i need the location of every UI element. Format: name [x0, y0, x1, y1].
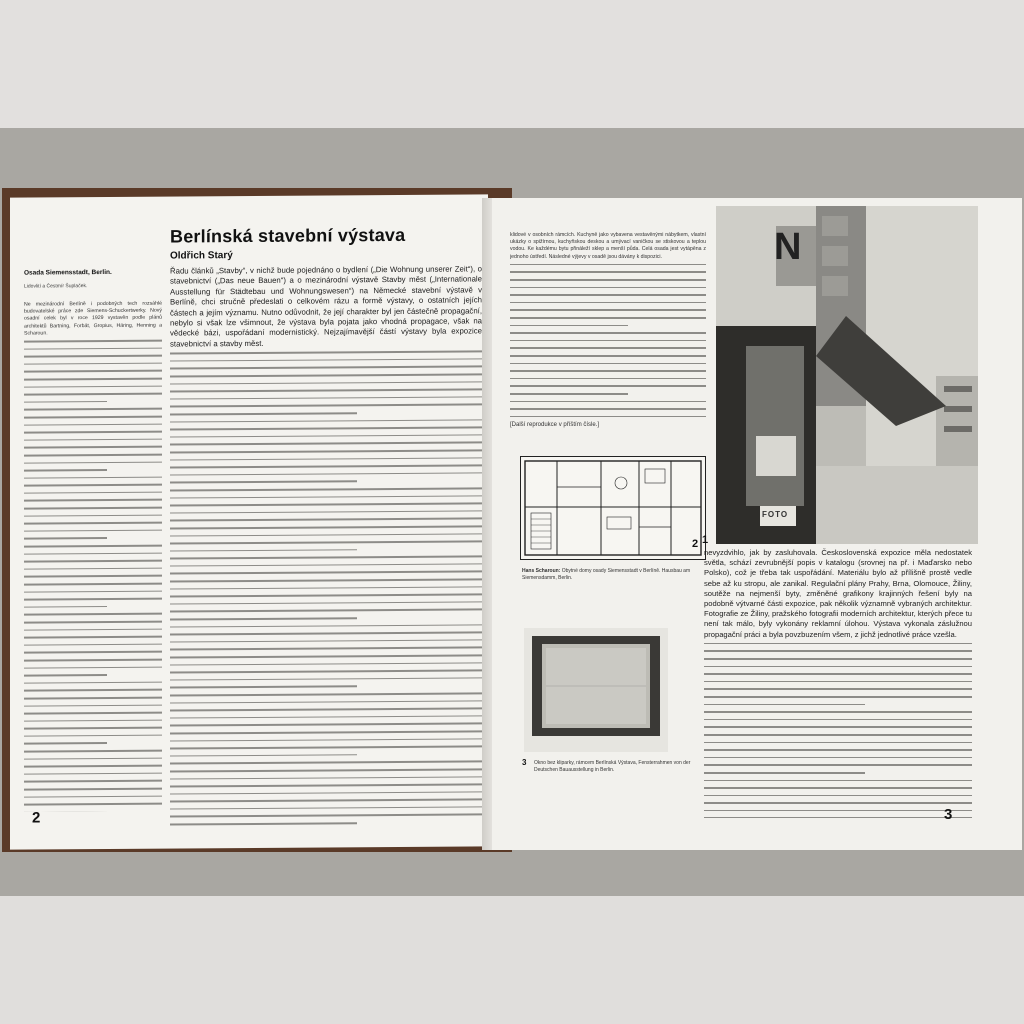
text-line: [24, 545, 162, 548]
photo-shopfront: [716, 206, 978, 544]
text-line: [170, 791, 482, 795]
text-line: [510, 317, 706, 319]
text-line: [24, 750, 162, 753]
text-line: [24, 522, 162, 525]
text-line: [704, 795, 972, 797]
text-line: [24, 734, 162, 737]
text-line: [24, 560, 162, 563]
figure-label-1: 1: [702, 534, 709, 546]
text-line: [170, 434, 482, 438]
text-line: [510, 355, 706, 357]
text-line: [704, 802, 972, 804]
text-line: [24, 712, 162, 715]
text-line: [24, 719, 162, 722]
text-line: [170, 609, 482, 613]
figure-label-3: 3: [522, 758, 527, 767]
text-line: [704, 772, 865, 774]
text-line: [170, 427, 482, 431]
text-line: [170, 563, 482, 567]
page-number-left: 2: [32, 809, 41, 827]
text-line: [24, 491, 162, 494]
text-line: [170, 647, 482, 651]
text-line: [24, 575, 162, 578]
text-line: [24, 697, 162, 700]
text-line: [704, 810, 972, 812]
text-line: [170, 472, 482, 476]
text-line: [170, 686, 357, 689]
text-line: [170, 814, 482, 818]
text-line: [510, 340, 706, 342]
text-line: [24, 704, 162, 707]
text-line: [24, 567, 162, 570]
text-line: [24, 772, 162, 775]
text-line: [24, 393, 162, 396]
left-page: [10, 194, 488, 849]
text-line: [24, 370, 162, 373]
text-line: [510, 325, 628, 327]
text-line: [24, 484, 162, 487]
page-number-right: 3: [944, 806, 953, 823]
text-line: [704, 787, 972, 789]
text-line: [704, 658, 972, 660]
text-line: [24, 590, 162, 593]
text-line: [170, 518, 482, 522]
text-line: [510, 363, 706, 365]
text-line: [24, 651, 162, 654]
text-line: [170, 358, 482, 362]
text-line: [170, 776, 482, 780]
text-line: [170, 449, 482, 453]
text-line: [170, 502, 482, 506]
text-line: [24, 757, 162, 760]
text-line: [704, 719, 972, 721]
main-column-text: Řadu článků „Stavby“, v nichž bude pojednáno o bydlení („Die Wohnung unserer Zeit“), o stavebnictví („Das neue Bauen“) a o mezinárodní výstavě Stavby měst („Internationale Ausstellung für Städtebau und Wohnungswesen“) na Německé stavební výstavě v Berlíně, chci stručně předeslati o celkovém rázu a formě výstavy, o ostatních jejích částech a jejím významu. Nutno odůvodnit, že její charakter byl jen částečně propagační, nebylo si však lze všimnout, že výstava byla pojata jako vhodná propagace, však na vědecké bázi, uspořádaní modernistický. Nejzajímavější částí výstavy byla expozice stavebnictví a stavby měst.: [170, 264, 482, 349]
text-line: [24, 643, 162, 646]
text-line: [24, 621, 162, 624]
text-line: [24, 499, 162, 502]
text-line: [24, 636, 162, 639]
text-line: [170, 525, 482, 529]
text-line: [24, 666, 162, 669]
text-line: [510, 332, 706, 334]
text-line: [24, 408, 162, 411]
text-line: [704, 749, 972, 751]
right-main-text-column: [704, 548, 972, 818]
text-line: [24, 583, 162, 586]
text-line: [170, 404, 482, 408]
text-line: [170, 754, 357, 757]
text-line: [24, 613, 162, 616]
text-line: [24, 765, 162, 768]
text-line: [24, 788, 162, 791]
text-line: [170, 510, 482, 514]
text-line: [704, 666, 972, 668]
right-page: [492, 198, 1022, 850]
text-line: [24, 606, 107, 608]
text-line: [24, 461, 162, 464]
left-text-column: [24, 301, 162, 812]
text-line: [510, 294, 706, 296]
text-line: [510, 287, 706, 289]
text-line: [170, 419, 482, 423]
text-line: [170, 692, 482, 696]
text-line: [170, 578, 482, 582]
text-line: [704, 742, 972, 744]
text-line: [510, 378, 706, 380]
text-line: [24, 529, 162, 532]
text-line: [24, 423, 162, 426]
text-line: [24, 385, 162, 388]
text-line: [24, 803, 162, 806]
text-line: [24, 795, 162, 798]
text-line: [170, 708, 482, 712]
text-line: [704, 704, 865, 706]
text-line: [704, 650, 972, 652]
text-line: [510, 279, 706, 281]
text-line: [170, 549, 357, 552]
text-line: [24, 355, 162, 358]
text-line: [704, 673, 972, 675]
text-line: [170, 495, 482, 499]
photo-window-image: [524, 628, 668, 752]
text-line: [170, 540, 482, 544]
text-line: [510, 385, 706, 387]
text-line: [24, 727, 162, 730]
text-line: [24, 674, 107, 676]
right-main-text: nevyzdvihlo, jak by zasluhovala. Československá expozice měla nedostatek světla, schází zevrubnější popis v katalogu (srovnej na př. i Maďarsko nebo Polsko), což je třeba tak uspořádání. Materiálu bylo až přílišně prostě vedle sebe až ku stropu, ale zanikal. Regulační plány Prahy, Brna, Olomouce, Žiliny, soutěže na nejmenší byty, změněné grafikony krajinných řešení byly na podobně výtvarné části expozice, pak několik významně vybraných architektur. Fotografie ze Žiliny, pražského fotografii moderních architektur, kterých přece tu není tak málo, byly vykonány reklamní úlohou. Výstava vykonala záslužnou propagační práci a byla povzbuzením všem, z jichž jednotlivé práce vzešla.: [704, 548, 972, 639]
photo-window: [524, 628, 668, 752]
text-line: [510, 302, 706, 304]
text-line: [510, 264, 706, 266]
text-line: [170, 389, 482, 393]
text-line: [170, 381, 482, 385]
text-line: [510, 347, 706, 349]
text-line: [704, 757, 972, 759]
reference-note: [Další reprodukce v příštím čísle.]: [510, 422, 600, 428]
text-line: [704, 780, 972, 782]
text-line: [170, 662, 482, 666]
text-line: [170, 677, 482, 681]
text-line: [510, 309, 706, 311]
text-line: [170, 481, 357, 484]
text-line: [170, 632, 482, 636]
text-line: [24, 401, 107, 403]
text-line: [170, 412, 357, 415]
text-line: [704, 696, 972, 698]
text-line: [24, 514, 162, 517]
text-line: [24, 438, 162, 441]
main-text-column: [170, 264, 482, 826]
figure-2-caption-head: Hans Scharoun:: [522, 568, 561, 574]
text-line: [170, 457, 482, 461]
text-line: [170, 351, 482, 355]
figure-2-caption-text: Obytné domy osady Siemensstadt v Berlíně. Hausbau am Siemensdamm, Berlin.: [522, 568, 691, 581]
text-line: [170, 487, 482, 491]
text-line: [24, 446, 162, 449]
text-line: [704, 764, 972, 766]
text-line: [170, 745, 482, 749]
text-line: [24, 681, 162, 684]
text-line: [510, 393, 628, 395]
text-line: [170, 533, 482, 537]
text-line: [24, 628, 162, 631]
text-line: [170, 654, 482, 658]
text-line: [170, 594, 482, 598]
text-line: [170, 617, 357, 620]
text-line: [170, 715, 482, 719]
text-line: [170, 639, 482, 643]
text-line: [170, 822, 357, 825]
right-column-text: klidové v osobních rámcích. Kuchyně jako vybavena vestavěnými nábytkem, vlastní ukázky o spižírnou, kuchyňskou deskou a umývací vaničkou se stiskovou a teplou vodou. Ke každému bytu přináleží sklep a menší půda. Celá osada jest vytápěna z jednoho ústředí. Následné výjevy v osadě jsou dávány k dispozici.: [510, 232, 706, 260]
text-line: [24, 378, 162, 381]
text-line: [24, 416, 162, 419]
text-line: [170, 373, 482, 377]
text-line: [24, 469, 107, 471]
text-line: [704, 817, 972, 818]
text-line: [170, 730, 482, 734]
text-line: [170, 700, 482, 704]
text-line: [24, 689, 162, 692]
text-line: [24, 431, 162, 434]
figure-2-caption: [522, 568, 702, 581]
text-line: [24, 347, 162, 350]
photo-shopfront-image: [716, 206, 978, 544]
text-line: [170, 738, 482, 742]
text-line: [24, 454, 162, 457]
text-line: [170, 624, 482, 628]
text-line: [170, 783, 482, 787]
background-bottom: [0, 896, 1024, 1024]
text-line: [170, 556, 482, 560]
text-line: [24, 340, 162, 343]
text-line: [170, 396, 482, 400]
figure-label-2: 2: [692, 538, 699, 550]
text-line: [170, 366, 482, 370]
text-line: [704, 726, 972, 728]
text-line: [704, 681, 972, 683]
text-line: [170, 799, 482, 803]
text-line: [510, 271, 706, 273]
text-line: [704, 643, 972, 645]
text-line: [170, 571, 482, 575]
text-line: [170, 670, 482, 674]
text-line: [510, 408, 706, 410]
article-author: Oldřich Starý: [170, 250, 233, 262]
text-line: [170, 601, 482, 605]
left-column-text: Ne mezinárodní Berlíně i podobných tech rozsáhlé budovatelské práce zde Siemens-Schuckertwerky. Nový osadní celek byl v roce 1929 vystavěn podle plánů architektů Bartning, Forbát, Gropius, Häring, Henning a Scharoun.: [24, 300, 162, 337]
text-line: [24, 552, 162, 555]
text-line: [170, 442, 482, 446]
text-line: [24, 537, 107, 539]
text-line: [704, 711, 972, 713]
photo-sign: FOTO: [762, 510, 789, 519]
text-line: [24, 598, 162, 601]
text-line: [510, 416, 706, 418]
figure-3-caption: Okno bez kliparky, rámcem Berlínská Výstava, Fensterrahmen von der Deutschen Bauausstellung in Berlin.: [534, 760, 691, 773]
floor-plan: [520, 456, 709, 560]
right-top-text-column: [510, 232, 706, 418]
text-line: [24, 659, 162, 662]
text-line: [24, 476, 162, 479]
text-line: [24, 742, 107, 744]
text-line: [170, 465, 482, 469]
photo-letter: N: [774, 226, 802, 268]
text-line: [704, 688, 972, 690]
text-line: [24, 362, 162, 365]
caption-subheading: Lidovlití a Čestmír Šuplaček.: [24, 283, 88, 290]
text-line: [704, 734, 972, 736]
text-line: [170, 768, 482, 772]
text-line: [24, 507, 162, 510]
caption-heading: Osada Siemensstadt, Berlin.: [24, 268, 112, 277]
text-line: [170, 586, 482, 590]
text-line: [24, 780, 162, 783]
text-line: [510, 370, 706, 372]
text-line: [170, 806, 482, 810]
text-line: [170, 723, 482, 727]
background-top: [0, 0, 1024, 128]
floor-plan-drawing: [521, 457, 705, 559]
text-line: [510, 401, 706, 403]
article-title: Berlínská stavební výstava: [170, 224, 406, 247]
text-line: [170, 761, 482, 765]
